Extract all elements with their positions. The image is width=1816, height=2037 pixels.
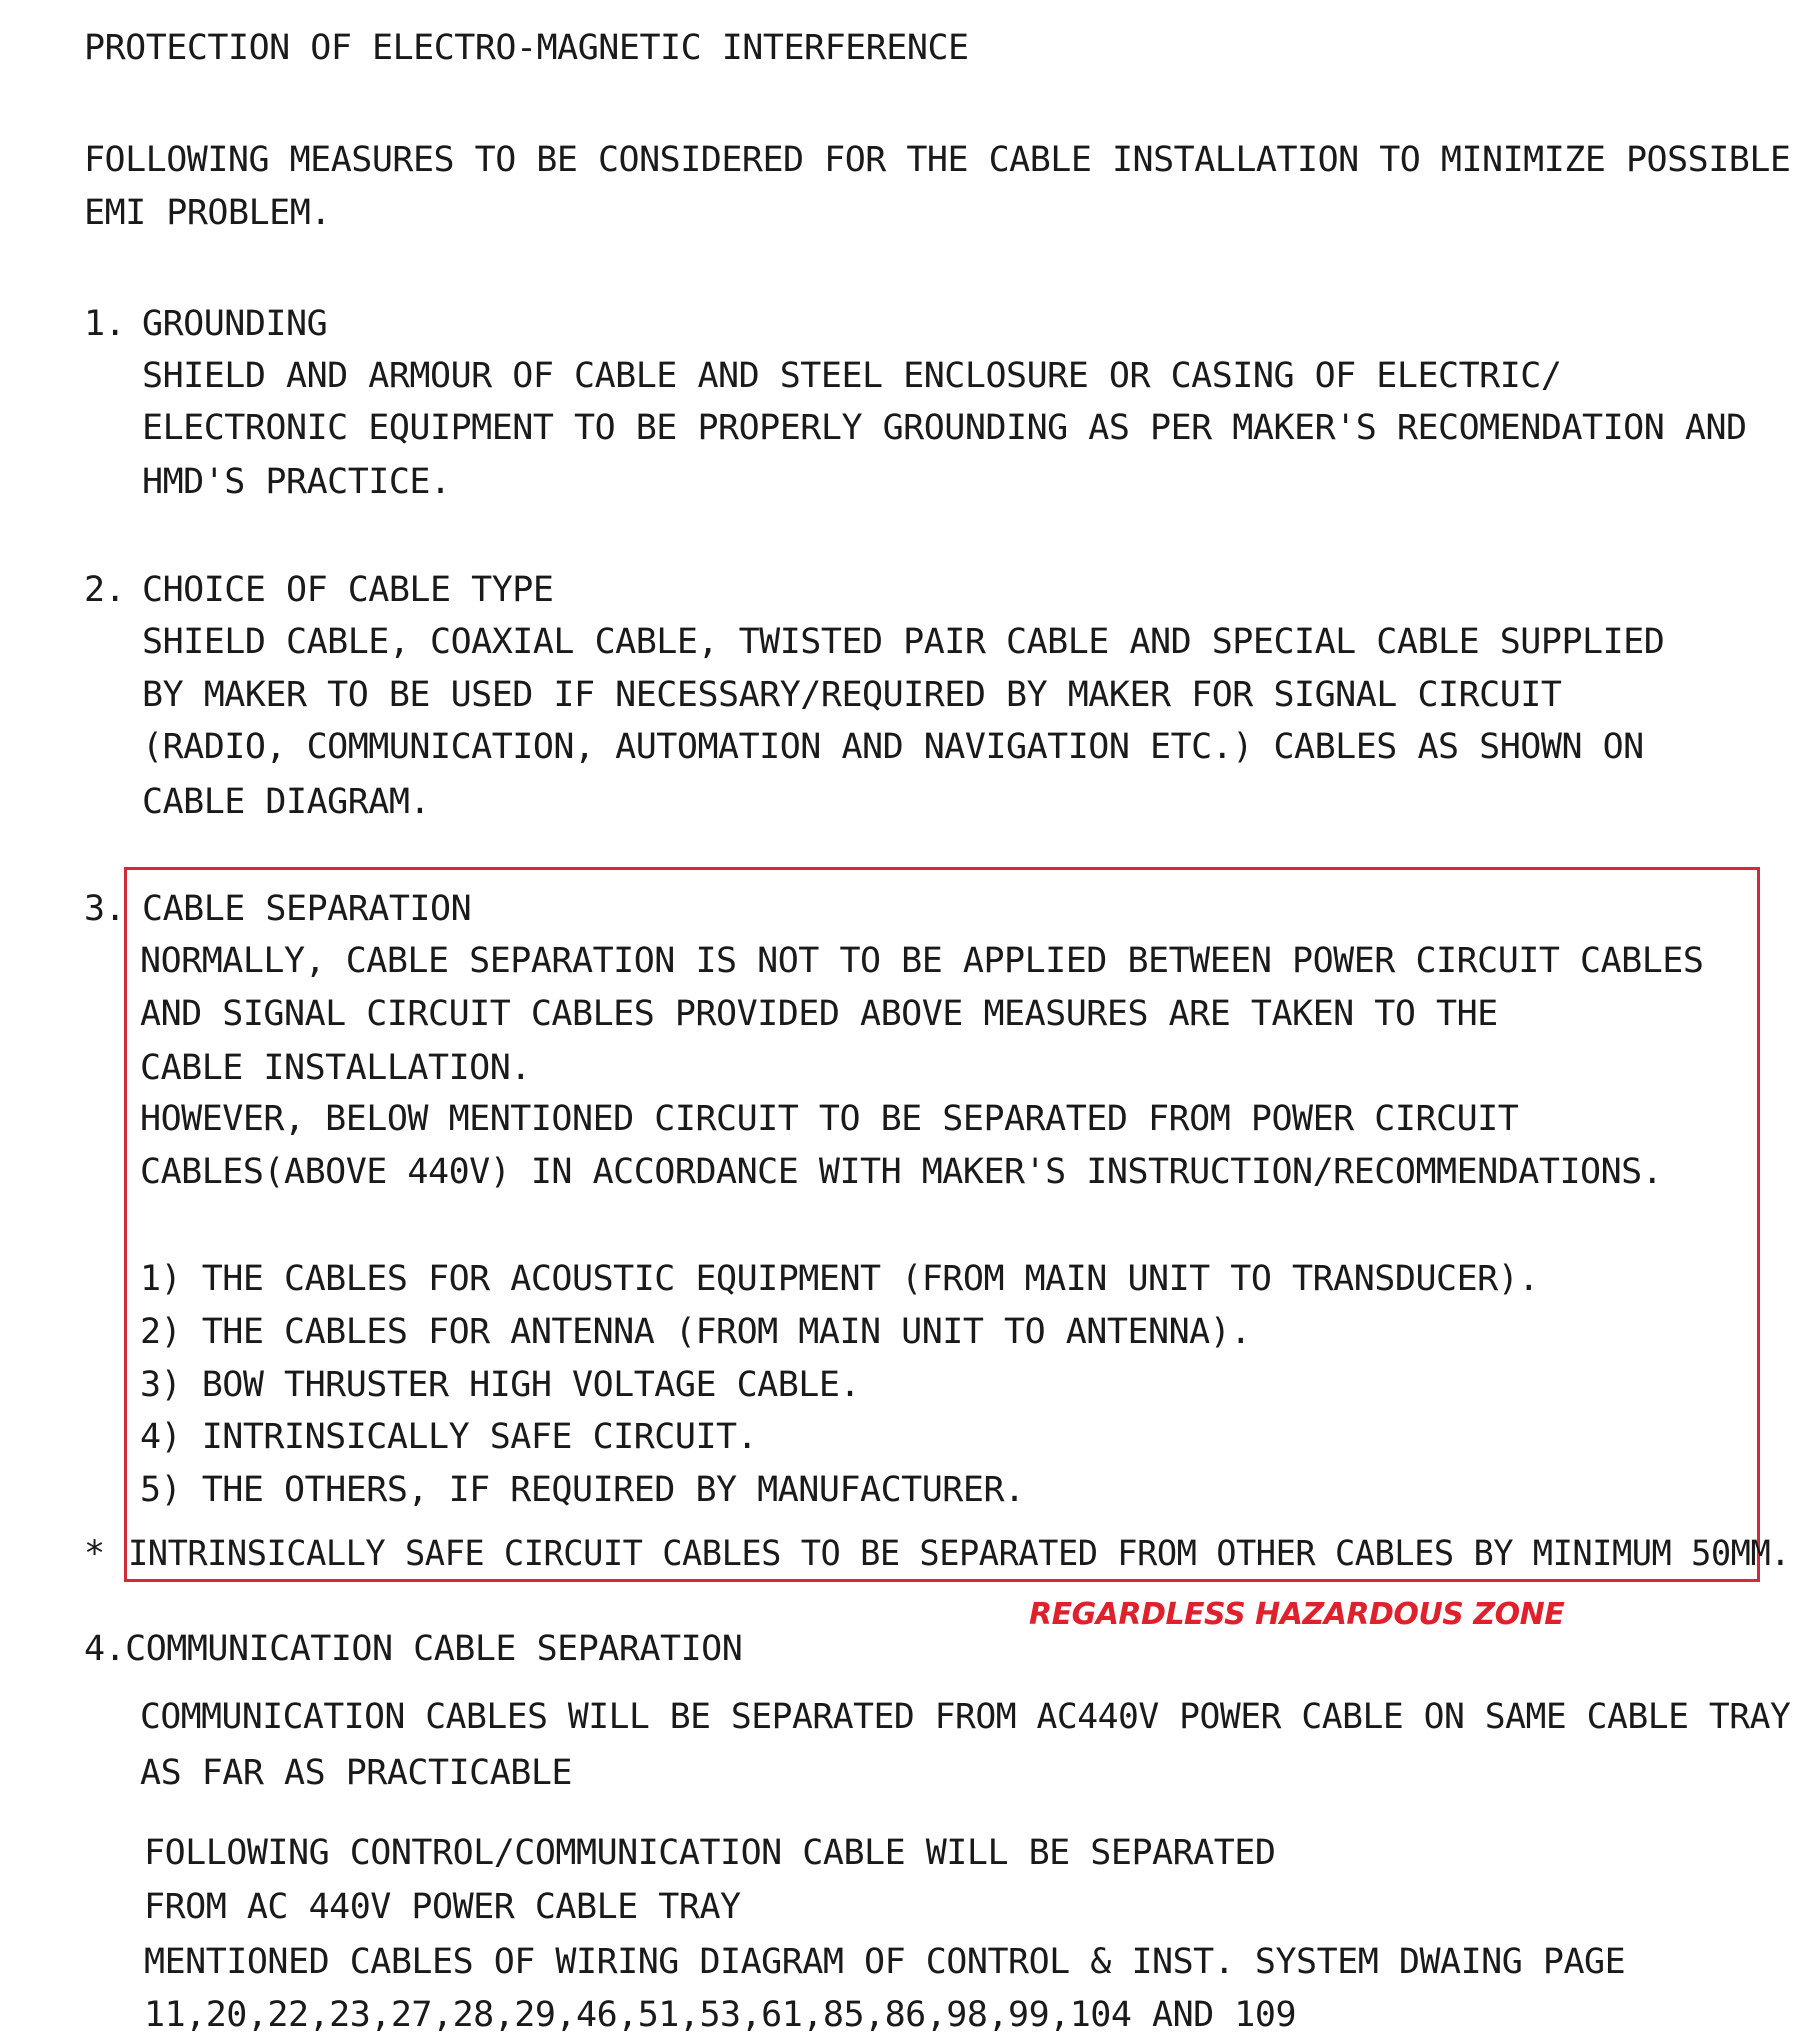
section4-line-5: MENTIONED CABLES OF WIRING DIAGRAM OF CONTROL & INST. SYSTEM DWAING PAGE — [144, 1942, 1626, 1982]
section3-line-4: HOWEVER, BELOW MENTIONED CIRCUIT TO BE SEPARATED FROM POWER CIRCUIT — [140, 1099, 1519, 1139]
section4-line-6: 11,20,22,23,27,28,29,46,51,53,61,85,86,98,99,104 AND 109 — [144, 1995, 1297, 2035]
hazardous-zone-annotation: REGARDLESS HAZARDOUS ZONE — [1029, 1597, 1565, 1632]
section3-line-5: CABLES(ABOVE 440V) IN ACCORDANCE WITH MAKER'S INSTRUCTION/RECOMMENDATIONS. — [140, 1152, 1663, 1192]
section1-heading: GROUNDING — [142, 304, 328, 344]
section4-line-3: FOLLOWING CONTROL/COMMUNICATION CABLE WILL BE SEPARATED — [144, 1833, 1276, 1873]
section2-heading: CHOICE OF CABLE TYPE — [142, 570, 554, 610]
section2-line-4: CABLE DIAGRAM. — [142, 782, 431, 822]
section2-number: 2. — [84, 570, 126, 610]
section2-line-3: (RADIO, COMMUNICATION, AUTOMATION AND NAVIGATION ETC.) CABLES AS SHOWN ON — [142, 727, 1644, 767]
section4-heading: 4.COMMUNICATION CABLE SEPARATION — [84, 1629, 743, 1669]
list-item: 2) THE CABLES FOR ANTENNA (FROM MAIN UNIT TO ANTENNA). — [140, 1312, 1251, 1352]
section1-number: 1. — [84, 304, 126, 344]
section1-line-1: SHIELD AND ARMOUR OF CABLE AND STEEL ENCLOSURE OR CASING OF ELECTRIC/ — [142, 356, 1562, 396]
section3-line-2: AND SIGNAL CIRCUIT CABLES PROVIDED ABOVE MEASURES ARE TAKEN TO THE — [140, 994, 1498, 1034]
document-title: PROTECTION OF ELECTRO-MAGNETIC INTERFERENCE — [84, 28, 969, 68]
list-item: 3) BOW THRUSTER HIGH VOLTAGE CABLE. — [140, 1365, 861, 1405]
section1-line-2: ELECTRONIC EQUIPMENT TO BE PROPERLY GROUNDING AS PER MAKER'S RECOMENDATION AND — [142, 408, 1747, 448]
list-item: 5) THE OTHERS, IF REQUIRED BY MANUFACTURER. — [140, 1470, 1025, 1510]
section2-line-1: SHIELD CABLE, COAXIAL CABLE, TWISTED PAIR CABLE AND SPECIAL CABLE SUPPLIED — [142, 622, 1665, 662]
section4-line-2: AS FAR AS PRACTICABLE — [140, 1753, 573, 1793]
section4-line-4: FROM AC 440V POWER CABLE TRAY — [144, 1887, 741, 1927]
note-marker: * — [84, 1534, 105, 1574]
section1-line-3: HMD'S PRACTICE. — [142, 462, 451, 502]
intro-line-1: FOLLOWING MEASURES TO BE CONSIDERED FOR THE CABLE INSTALLATION TO MINIMIZE POSSIBLE — [84, 140, 1791, 180]
section4-line-1: COMMUNICATION CABLES WILL BE SEPARATED FROM AC440V POWER CABLE ON SAME CABLE TRAY — [140, 1697, 1791, 1737]
section3-heading: CABLE SEPARATION — [142, 889, 472, 929]
list-item: 4) INTRINSICALLY SAFE CIRCUIT. — [140, 1417, 758, 1457]
section2-line-2: BY MAKER TO BE USED IF NECESSARY/REQUIRED BY MAKER FOR SIGNAL CIRCUIT — [142, 675, 1562, 715]
section3-line-1: NORMALLY, CABLE SEPARATION IS NOT TO BE APPLIED BETWEEN POWER CIRCUIT CABLES — [140, 941, 1704, 981]
intro-line-2: EMI PROBLEM. — [84, 193, 331, 233]
section3-line-3: CABLE INSTALLATION. — [140, 1048, 531, 1088]
section3-note: INTRINSICALLY SAFE CIRCUIT CABLES TO BE SEPARATED FROM OTHER CABLES BY MINIMUM 50MM. — [128, 1534, 1791, 1574]
list-item: 1) THE CABLES FOR ACOUSTIC EQUIPMENT (FROM MAIN UNIT TO TRANSDUCER). — [140, 1259, 1539, 1299]
section3-number: 3. — [84, 889, 126, 929]
